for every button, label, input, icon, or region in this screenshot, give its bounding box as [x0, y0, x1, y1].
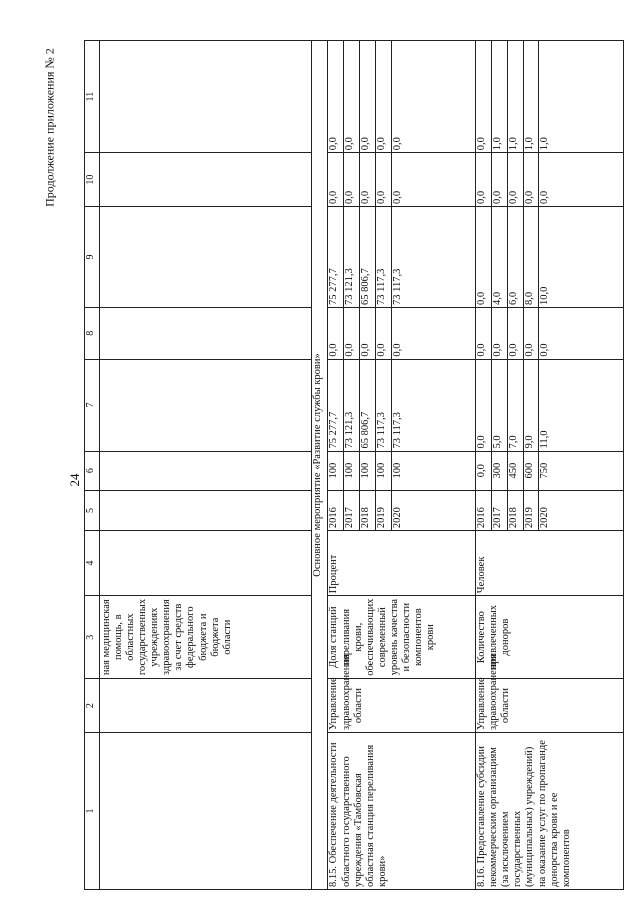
col-header-7: 7: [85, 359, 100, 451]
measure-8-16-unit: Человек: [476, 531, 624, 596]
value-cell: 0,0: [344, 153, 360, 207]
year-cell: 2016: [328, 490, 344, 530]
value-cell: 0,0: [491, 307, 507, 359]
value-cell: 73 117,3: [391, 207, 476, 308]
measure-8-15-indicator: Доля станций переливания крови, обеспечивающих современный уровень качества и безопасности компонентов крови: [328, 596, 476, 679]
value-cell: 6,0: [507, 207, 523, 308]
value-cell: 0,0: [476, 359, 492, 451]
continued-indicator-text: ная медицинская помощь, в областных государственных учреждениях здравоохранения за счет средств федерального бюджета и бюджета области: [100, 596, 312, 679]
value-cell: 100: [360, 451, 376, 490]
year-cell: 2020: [539, 490, 624, 530]
year-cell: 2018: [507, 490, 523, 530]
col-header-5: 5: [85, 490, 100, 530]
value-cell: 5,0: [491, 359, 507, 451]
value-cell: 100: [375, 451, 391, 490]
value-cell: 0,0: [360, 153, 376, 207]
col-header-3: 3: [85, 596, 100, 679]
col-header-4: 4: [85, 531, 100, 596]
value-cell: 73 117,3: [375, 207, 391, 308]
value-cell: 73 121,3: [344, 207, 360, 308]
year-cell: 2017: [491, 490, 507, 530]
value-cell: 0,0: [375, 307, 391, 359]
value-cell: 0,0: [344, 307, 360, 359]
cell: [100, 490, 312, 530]
value-cell: 11,0: [539, 359, 624, 451]
value-cell: 75 277,7: [328, 359, 344, 451]
value-cell: 65 806,7: [360, 359, 376, 451]
value-cell: 0,0: [523, 307, 539, 359]
value-cell: 0,0: [328, 41, 344, 153]
cell: [100, 207, 312, 308]
col-header-11: 11: [85, 41, 100, 153]
value-cell: 8,0: [523, 207, 539, 308]
value-cell: 100: [391, 451, 476, 490]
value-cell: 73 121,3: [344, 359, 360, 451]
section-title: Основное мероприятие «Развитие службы крови»: [311, 41, 328, 890]
value-cell: 0,0: [476, 207, 492, 308]
year-cell: 2019: [375, 490, 391, 530]
page-number: 24: [67, 473, 82, 487]
value-cell: 0,0: [523, 153, 539, 207]
year-cell: 2017: [344, 490, 360, 530]
value-cell: 1,0: [523, 41, 539, 153]
measure-8-16-executor: Управление здравоохранения области: [476, 679, 624, 733]
table-row: [328, 41, 344, 890]
column-number-row: [85, 41, 100, 890]
year-cell: 2019: [523, 490, 539, 530]
value-cell: 0,0: [375, 153, 391, 207]
measure-8-16-name: 8.16. Предоставление субсидии некоммерческим организациям (за исключением государственных (муниципальных) учреждений) на оказание услуг по пропаганде донорства крови и ее компонентов: [476, 733, 624, 890]
value-cell: 0,0: [391, 153, 476, 207]
value-cell: 9,0: [523, 359, 539, 451]
value-cell: 100: [328, 451, 344, 490]
value-cell: 0,0: [491, 153, 507, 207]
value-cell: 75 277,7: [328, 207, 344, 308]
value-cell: 0,0: [391, 307, 476, 359]
cell: [100, 153, 312, 207]
col-header-10: 10: [85, 153, 100, 207]
value-cell: 1,0: [507, 41, 523, 153]
appendix-continuation-note: Продолжение приложения № 2: [42, 48, 57, 207]
year-cell: 2020: [391, 490, 476, 530]
measure-8-15-executor: Управление здравоохранения области: [328, 679, 476, 733]
continuation-row: [100, 41, 312, 890]
col-header-1: 1: [85, 733, 100, 890]
rotated-table-container: [84, 40, 624, 890]
value-cell: 7,0: [507, 359, 523, 451]
value-cell: 0,0: [375, 41, 391, 153]
section-row: [311, 41, 328, 890]
cell: [100, 733, 312, 890]
col-header-9: 9: [85, 207, 100, 308]
cell: [100, 359, 312, 451]
value-cell: 0,0: [476, 153, 492, 207]
value-cell: 0,0: [360, 41, 376, 153]
value-cell: 450: [507, 451, 523, 490]
measure-8-15-name: 8.15. Обеспечение деятельности областного государственного учреждения «Тамбовская областная станция переливания крови»: [328, 733, 476, 890]
measure-8-16-indicator: Количество привлеченных доноров: [476, 596, 624, 679]
value-cell: 4,0: [491, 207, 507, 308]
value-cell: 0,0: [476, 41, 492, 153]
cell: [100, 451, 312, 490]
value-cell: 1,0: [491, 41, 507, 153]
value-cell: 300: [491, 451, 507, 490]
col-header-6: 6: [85, 451, 100, 490]
value-cell: 0,0: [507, 307, 523, 359]
value-cell: 0,0: [328, 153, 344, 207]
value-cell: 0,0: [360, 307, 376, 359]
value-cell: 73 117,3: [375, 359, 391, 451]
col-header-8: 8: [85, 307, 100, 359]
value-cell: 65 806,7: [360, 207, 376, 308]
program-measures-table: [84, 40, 624, 890]
value-cell: 0,0: [344, 41, 360, 153]
value-cell: 750: [539, 451, 624, 490]
cell: [100, 41, 312, 153]
value-cell: 0,0: [539, 153, 624, 207]
value-cell: 73 117,3: [391, 359, 476, 451]
cell: [100, 307, 312, 359]
measure-8-15-unit: Процент: [328, 531, 476, 596]
value-cell: 600: [523, 451, 539, 490]
value-cell: 0,0: [476, 451, 492, 490]
value-cell: 0,0: [476, 307, 492, 359]
year-cell: 2018: [360, 490, 376, 530]
value-cell: 0,0: [507, 153, 523, 207]
value-cell: 1,0: [539, 41, 624, 153]
value-cell: 0,0: [328, 307, 344, 359]
cell: [100, 679, 312, 733]
table-row: [476, 41, 492, 890]
value-cell: 100: [344, 451, 360, 490]
col-header-2: 2: [85, 679, 100, 733]
value-cell: 0,0: [391, 41, 476, 153]
value-cell: 0,0: [539, 307, 624, 359]
value-cell: 10,0: [539, 207, 624, 308]
year-cell: 2016: [476, 490, 492, 530]
cell: [100, 531, 312, 596]
